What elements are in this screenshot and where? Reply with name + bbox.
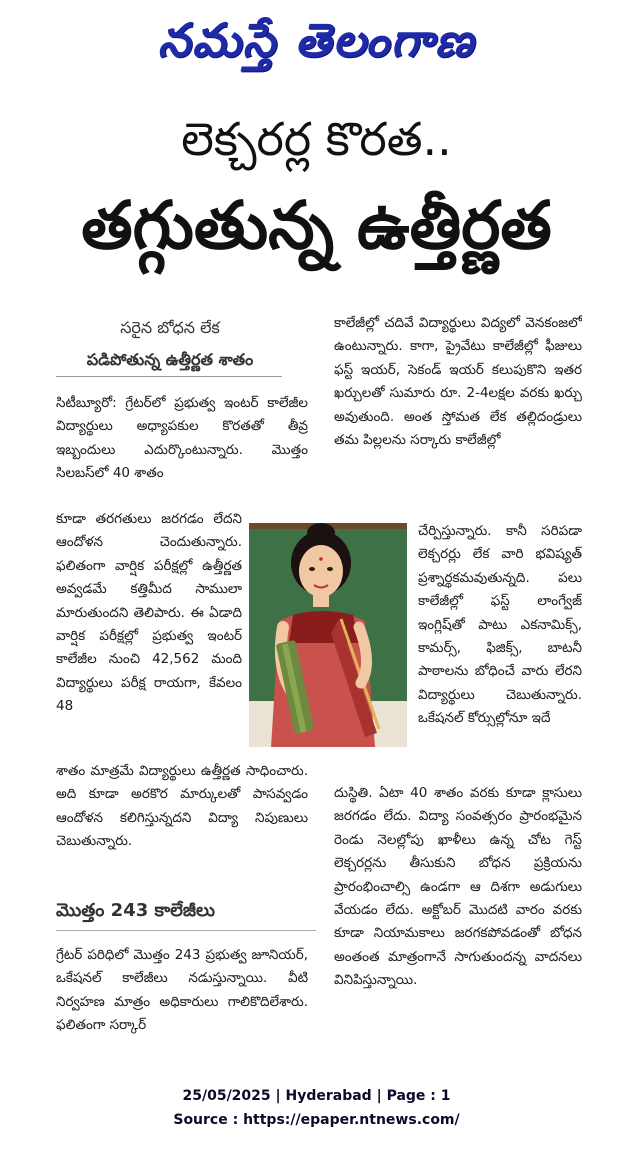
masthead-logo: నమస్తే తెలంగాణ <box>157 13 476 67</box>
body-right-middle: చేర్పిస్తున్నారు. కానీ సరిపడా లెక్చరర్లు లేక వారి భవిష్యత్ ప్రశ్నార్థకమవుతున్నది. పలు కాలేజీల్లో ఫస్ట్ లాంగ్వేజ్ ఇంగ్లిష్‌తో పాటు ఎకనామిక్స్, కామర్స్, ఫిజిక్స్, బాటనీ పాఠాలను బోధించే వారు లేరని విద్యార్థులు చెబుతున్నారు. ఒకేషనల్ కోర్సుల్లోనూ ఇదే <box>418 523 582 727</box>
subheading-divider <box>56 376 282 377</box>
section-heading: మొత్తం 243 కాలేజీలు <box>56 900 216 921</box>
body-right-bottom: దుస్థితి. ఏటా 40 శాతం వరకు కూడా క్లాసులు జరగడం లేదు. విద్యా సంవత్సరం ప్రారంభమైన రెండు నెలల్లోపు ఖాళీలు ఉన్న చోట గెస్ట్ లెక్చరర్లను తీసుకుని బోధన ప్రక్రియను ప్రారంభించాల్సి ఉండగా ఆ దిశగా అడుగులు వేయడం లేదు. అక్టోబర్ మొదటి వారం వరకు కూడా నియామకాలు జరగకపోవడంతో బోధన అంతంత మాత్రంగానే సాగుతుందన్న వాదనలు వినిపిస్తున్నాయి. <box>334 785 582 989</box>
subheading-line-2: పడిపోతున్న ఉత్తీర్ణత శాతం <box>86 350 254 369</box>
headline-line-1: లెక్చరర్ల కొరత.. <box>181 112 452 166</box>
section-divider <box>56 930 316 931</box>
subheading-line-1: సరైన బోధన లేక <box>120 318 220 337</box>
teacher-illustration-icon <box>249 523 407 747</box>
body-left-bottom: శాతం మాత్రమే విద్యార్థులు ఉత్తీర్ణత సాధించారు. అది కూడా అరకొర మార్కులతో పాసవ్వడం ఆందోళన కలిగిస్తున్నదని విద్యా నిపుణులు చెబుతున్నారు. <box>56 763 308 850</box>
footer-source-link[interactable]: Source : https://epaper.ntnews.com/ <box>173 1112 460 1128</box>
body-left-top: సిటీబ్యూరో: గ్రేటర్‌లో ప్రభుత్వ ఇంటర్ కాలేజీల విద్యార్థులు అధ్యాపకుల కొరతతో తీవ్ర ఇబ్బందులు ఎదుర్కొంటున్నారు. మొత్తం సిలబస్‌లో 40 శాతం <box>56 395 308 482</box>
body-right-top: కాలేజీల్లో చదివే విద్యార్థులు విద్యలో వెనకంజలో ఉంటున్నారు. కాగా, ప్రైవేటు కాలేజీల్లో ఫీజులు ఫస్ట్ ఇయర్, సెకండ్ ఇయర్ కలుపుకొని ఇతర ఖర్చులతో సుమారు రూ. 2-4లక్షల వరకు ఖర్చు అవుతుంది. అంత స్తోమత లేక తల్లిదండ్రులు తమ పిల్లలను సర్కారు కాలేజీల్లో <box>334 315 582 449</box>
body-left-middle: కూడా తరగతులు జరగడం లేదని ఆందోళన చెందుతున్నారు. ఫలితంగా వార్షిక పరీక్షల్లో ఉత్తీర్ణత అవ్వడమే కత్తిమీద సాములా మారుతుందని తెలిపారు. ఈ ఏడాది వార్షిక పరీక్షల్లో ప్రభుత్వ ఇంటర్ కాలేజీల నుంచి 42,562 మంది విద్యార్థులు పరీక్ష రాయగా, కేవలం 48 <box>56 511 242 715</box>
body-left-end: గ్రేటర్ పరిధిలో మొత్తం 243 ప్రభుత్వ జూనియర్, ఒకేషనల్ కాలేజీలు నడుస్తున్నాయి. వీటి నిర్వహణ మాత్రం అధికారులు గాలికొదిలేశారు. ఫలితంగా సర్కార్ <box>56 947 308 1034</box>
footer-date-page: 25/05/2025 | Hyderabad | Page : 1 <box>182 1088 451 1104</box>
headline-line-2: తగ్గుతున్న ఉత్తీర్ణత <box>81 187 552 264</box>
